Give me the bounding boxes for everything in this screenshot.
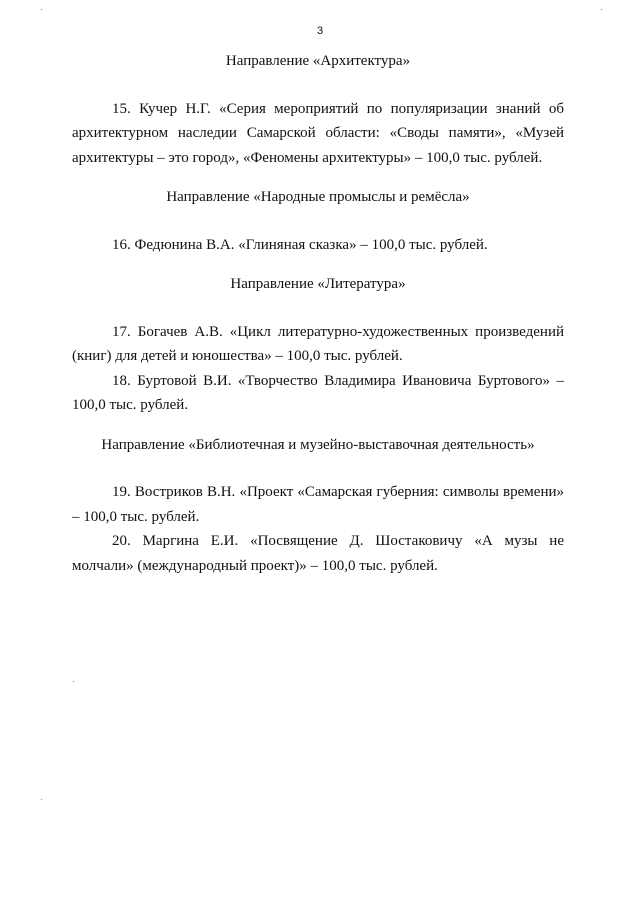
- section-heading-architecture: Направление «Архитектура»: [225, 53, 411, 69]
- entry-19: 19. Востриков В.Н. «Проект «Самарская губерния: символы времени» – 100,0 тыс. рублей.: [72, 484, 564, 525]
- entry-15: 15. Кучер Н.Г. «Серия мероприятий по популяризации знаний об архитектурном наследии Самарской области: «Своды памяти», «Музей архитектуры – это город», «Феномены архитектуры» – 100,0 тыс. рублей.: [72, 100, 564, 166]
- page-number: 3: [316, 25, 324, 37]
- scan-speck: ·: [40, 795, 44, 806]
- section-heading-library-museum: Направление «Библиотечная и музейно-выставочная деятельность»: [101, 436, 535, 453]
- section-heading-literature: Направление «Литература»: [230, 276, 406, 292]
- entry-18: 18. Буртовой В.И. «Творчество Владимира Ивановича Буртового» – 100,0 тыс. рублей.: [72, 372, 564, 413]
- document-body: [72, 42, 564, 578]
- entry-17: 17. Богачев А.В. «Цикл литературно-художественных произведений (книг) для детей и юношества» – 100,0 тыс. рублей.: [72, 323, 564, 364]
- entry-20: 20. Маргина Е.И. «Посвящение Д. Шостаковичу «А музы не молчали» (международный проект)» – 100,0 тыс. рублей.: [72, 533, 564, 574]
- scan-speck: ·: [72, 677, 76, 688]
- scan-speck: ·: [600, 5, 604, 16]
- section-heading-crafts: Направление «Народные промыслы и ремёсла»: [166, 189, 470, 205]
- scan-speck: ·: [40, 5, 44, 16]
- entry-16: 16. Федюнина В.А. «Глиняная сказка» – 100,0 тыс. рублей.: [112, 236, 488, 253]
